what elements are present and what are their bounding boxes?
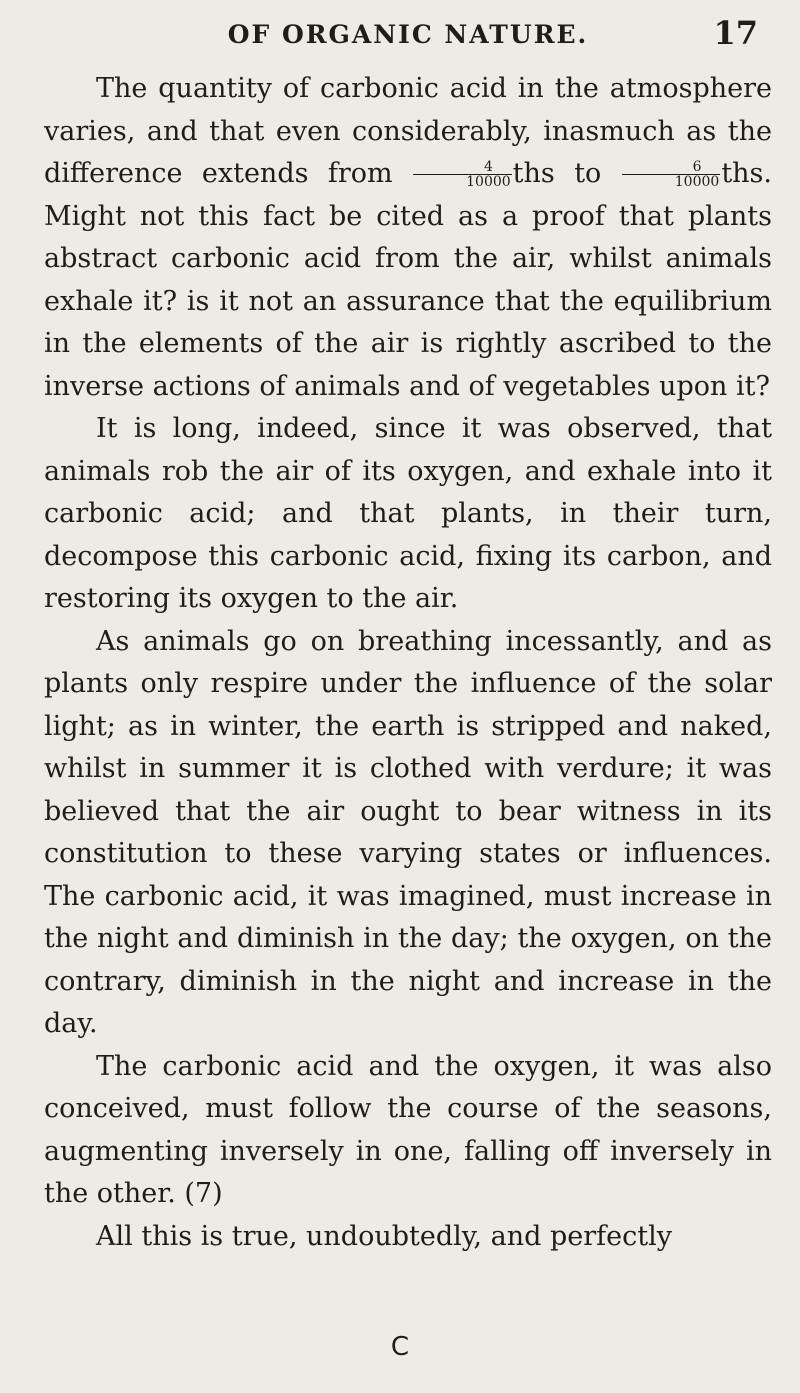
- fraction-four-ten-thousandths: [413, 160, 512, 189]
- paragraph-2: It is long, indeed, since it was observed, that animals rob the air of its oxygen, and exhale into it carbonic acid; and that plants, in their turn, decompose this carbonic acid, fixing its carbon, and restoring its oxygen to the air.: [44, 413, 772, 614]
- running-head: [44, 0, 772, 60]
- page-number: 17: [713, 14, 758, 52]
- paragraph-4: The carbonic acid and the oxygen, it was also conceived, must follow the course of the seasons, augmenting inversely in one, falling off inversely in the other. (7): [44, 1050, 772, 1209]
- signature-mark: C: [390, 1332, 410, 1362]
- fraction-numerator: 4: [413, 160, 512, 175]
- paragraph-1-text-a: The quantity of carbonic acid in the atmosphere varies, and that even considerably, inasmuch as the difference extends from: [44, 73, 772, 189]
- paragraph-5: All this is true, undoubtedly, and perfectly: [96, 1220, 672, 1252]
- fraction-numerator: 6: [622, 160, 721, 175]
- paragraph-3: As animals go on breathing incessantly, and as plants only respire under the influence of the solar light; as in winter, the earth is stripped and naked, whilst in summer it is clothed with verdure; it was believed that the air ought to bear witness in its constitution to these varying states or influences. The carbonic acid, it was imagined, must increase in the night and diminish in the day; the oxygen, on the contrary, diminish in the night and increase in the day.: [44, 625, 772, 1039]
- paragraph-1-text-c: ths. Might not this fact be cited as a proof that plants abstract carbonic acid from the air, whilst animals exhale it? is it not an assurance that the equilibrium in the elements of the air is rightly ascribed to the inverse actions of animals and of vegetables upon it?: [44, 158, 772, 402]
- paragraph-1-text-b: ths to: [512, 158, 621, 189]
- fraction-denominator: 10000: [466, 174, 511, 190]
- fraction-denominator: 10000: [674, 174, 720, 190]
- body-text: [44, 68, 772, 1258]
- paragraph-1: [44, 68, 772, 408]
- running-title: OF ORGANIC NATURE.: [227, 20, 589, 49]
- fraction-six-ten-thousandths: [622, 160, 721, 189]
